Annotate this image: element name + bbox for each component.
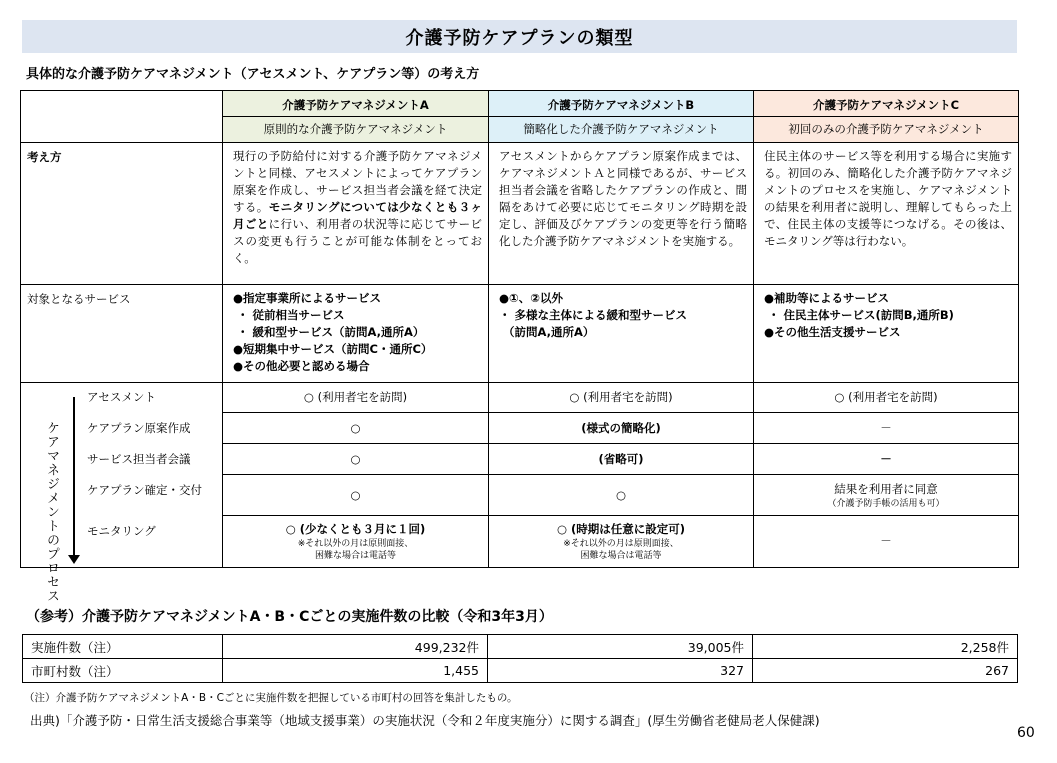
ref-count-b: 39,005件	[488, 635, 753, 659]
monitoring-c: －	[754, 516, 1019, 568]
section-subtitle: 具体的な介護予防ケアマネジメント（アセスメント、ケアプラン等）の考え方	[26, 67, 480, 82]
column-header-c: 介護予防ケアマネジメントC	[754, 91, 1019, 117]
ref-count-a: 499,232件	[223, 635, 488, 659]
finalize-b: ○	[489, 475, 754, 516]
table-corner	[21, 91, 223, 143]
step-draft: ケアプラン原案作成	[87, 421, 191, 435]
column-sub-c: 初回のみの介護予防ケアマネジメント	[754, 117, 1019, 143]
title-bar	[22, 20, 1017, 53]
assessment-c: ○ (利用者宅を訪問)	[754, 383, 1019, 413]
step-monitoring: モニタリング	[87, 524, 156, 538]
column-header-a: 介護予防ケアマネジメントA	[223, 91, 489, 117]
process-label-cell	[21, 383, 223, 603]
assessment-a: ○ (利用者宅を訪問)	[223, 383, 489, 413]
finalize-a: ○	[223, 475, 489, 516]
assessment-b: ○ (利用者宅を訪問)	[489, 383, 754, 413]
reference-table	[22, 634, 1018, 683]
care-management-table	[20, 90, 1019, 603]
page-title: 介護予防ケアプランの類型	[405, 27, 634, 49]
footnote: （注）介護予防ケアマネジメントA・B・Cごとに実施件数を把握している市町村の回答を集計したもの。	[24, 692, 518, 704]
table-row	[23, 659, 1018, 683]
approach-c: 住民主体のサービス等を利用する場合に実施する。初回のみ、簡略化した介護予防ケアマネジメントのプロセスを実施し、ケアマネジメントの結果を利用者に説明し、理解してもらった上で、住民主体の支援等につなげる。その後は、モニタリング等は行わない。	[754, 143, 1019, 285]
services-a: ●指定事業所によるサービス ・ 従前相当サービス ・ 緩和型サービス（訪問A,通所A） ●短期集中サービス（訪問C・通所C） ●その他必要と認める場合	[223, 285, 489, 383]
draft-a: ○	[223, 413, 489, 444]
monitoring-a: ○ (少なくとも３月に１回) ※それ以外の月は原則面接、 困難な場合は電話等	[223, 516, 489, 568]
meeting-c: －	[754, 444, 1019, 475]
column-sub-b: 簡略化した介護予防ケアマネジメント	[489, 117, 754, 143]
step-meeting: サービス担当者会議	[87, 452, 191, 466]
finalize-c: 結果を利用者に同意 （介護予防手帳の活用も可）	[754, 475, 1019, 516]
table-row	[23, 635, 1018, 659]
process-step-labels	[87, 389, 202, 540]
row-label-services: 対象となるサービス	[21, 285, 223, 383]
monitoring-b: ○ (時期は任意に設定可) ※それ以外の月は原則面接、 困難な場合は電話等	[489, 516, 754, 568]
step-finalize: ケアプラン確定・交付	[87, 483, 202, 497]
source-citation: 出典)「介護予防・日常生活支援総合事業等（地域支援事業）の実施状況（令和２年度実施分）に関する調査」(厚生労働省老健局老人保健課)	[30, 713, 820, 728]
row-label-approach: 考え方	[21, 143, 223, 285]
services-c: ●補助等によるサービス ・ 住民主体サービス(訪問B,通所B) ●その他生活支援サービス	[754, 285, 1019, 383]
draft-c: －	[754, 413, 1019, 444]
process-arrow-line	[73, 397, 75, 559]
step-assessment: アセスメント	[87, 390, 156, 404]
process-vertical-label: ケアマネジメントのプロセス	[44, 421, 59, 603]
ref-muni-a: 1,455	[223, 659, 488, 683]
reference-title: （参考）介護予防ケアマネジメントA・B・Cごとの実施件数の比較（令和3年3月）	[26, 609, 553, 625]
approach-b: アセスメントからケアプラン原案作成までは、ケアマネジメントＡと同様であるが、サービス担当者会議を省略したケアプランの作成と、間隔をあけて必要に応じてモニタリング時期を設定し、評価及びケアプランの変更等を行う簡略化した介護予防ケアマネジメントを実施する。	[489, 143, 754, 285]
meeting-a: ○	[223, 444, 489, 475]
approach-a: 現行の予防給付に対する介護予防ケアマネジメントと同様、アセスメントによってケアプラン原案を作成し、サービス担当者会議を経て決定する。モニタリングについては少なくとも３ヶ月ごとに行い、利用者の状況等に応じてサービスの変更も行うことが可能な体制をとっておく。	[223, 143, 489, 285]
ref-label-count: 実施件数（注）	[23, 635, 223, 659]
meeting-b: (省略可)	[489, 444, 754, 475]
column-header-b: 介護予防ケアマネジメントB	[489, 91, 754, 117]
column-sub-a: 原則的な介護予防ケアマネジメント	[223, 117, 489, 143]
ref-count-c: 2,258件	[753, 635, 1018, 659]
ref-muni-b: 327	[488, 659, 753, 683]
ref-muni-c: 267	[753, 659, 1018, 683]
process-arrow-head-icon	[68, 555, 80, 564]
draft-b: (様式の簡略化)	[489, 413, 754, 444]
ref-label-municipalities: 市町村数（注）	[23, 659, 223, 683]
services-b: ●①、②以外 ・ 多様な主体による緩和型サービス （訪問A,通所A）	[489, 285, 754, 383]
page-number: 60	[1017, 725, 1035, 741]
